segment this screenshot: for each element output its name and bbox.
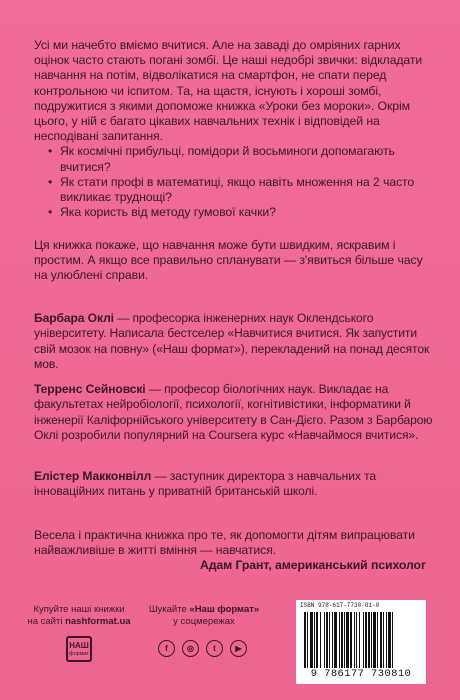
barcode-bar [392,612,393,668]
barcode-bar [388,612,391,668]
barcode-bar [316,612,318,668]
barcode-bar [334,612,337,668]
barcode-bar [332,612,333,668]
barcode-bar [368,612,370,668]
barcode-bar [371,612,372,668]
intro-paragraph: Усі ми начебто вміємо вчитися. Але на заваді до омріяних гарних оцінок часто стають погані зомбі. Це наші недобрі звички: відкладати навчання на потім, відволікатися на смартфон, не спати перед контрольною чи іспитом. Та, на щастя, існують і хороші зомбі, подружитися з якими допоможе книжка «Уроки без мороки». Окрім цього, у ній є багато цікавих навчальних технік і відповідей на несподівані запитання. [34,38,423,144]
barcode-bar [326,612,328,668]
author-description: — заступник директора з навчальних та інноваційних питань у приватній британській школі. [34,469,377,499]
quote-author: Адам Грант, американський психолог [199,558,426,573]
search-line: Шукайте «Наш формат» [148,604,260,615]
site-link[interactable]: nashformat.ua [65,616,131,627]
barcode-bar [356,612,357,668]
twitter-icon[interactable]: t [206,640,223,657]
barcode-bar [324,612,325,668]
author-name: Барбара Оклі [34,311,114,325]
barcode [296,600,426,684]
barcode-bar [344,612,345,668]
barcode-bar [359,612,360,668]
barcode-bar [341,612,343,668]
ean-number: 9 786177 730810 [310,668,412,680]
barcode-bar [329,612,330,668]
barcode-bar [377,612,378,668]
barcode-bar [310,612,313,668]
author-name: Терренс Сейновскі [34,382,146,396]
barcode-bar [339,612,340,668]
publisher-logo: НАШ формат [66,636,92,662]
barcode-bars [304,612,418,668]
facebook-icon[interactable]: f [158,640,175,657]
author-bio-mcconville [34,469,436,500]
barcode-bar [386,612,387,668]
buy-info [14,604,144,628]
barcode-bar [383,612,384,668]
barcode-bar [314,612,315,668]
barcode-bar [354,612,355,668]
buy-line: Купуйте наші книжки [33,604,125,615]
social-icons [158,640,250,658]
author-description: — професорка інженерних наук Оклендського університету. Написала бестселер «Навчитися вчитися. Як запустити свій мозок на повну» («Наш формат»), перекладений на понад десяток мов. [34,311,430,371]
barcode-bar [320,612,321,668]
question-list [48,144,436,220]
barcode-bar [350,612,352,668]
buy-site-line: на сайті nashformat.ua [27,616,131,627]
author-name: Елістер Макконвілл [34,469,152,483]
instagram-icon[interactable]: ◎ [182,640,199,657]
search-line-2: у соцмережах [173,616,235,627]
barcode-bar [307,612,308,668]
barcode-bar [304,612,306,668]
question-item: • Як космічні прибульці, помідори й восьминоги допомагають вчитися? [48,144,436,174]
author-bio-sejnowski [34,382,436,443]
barcode-bar [365,612,367,668]
promo-text: Ця книжка покаже, що навчання може бути швидким, яскравим і простим. А якщо все правильно спланувати — з'явиться більше часу на улюблені справи. [34,238,423,283]
author-description: — професор біологічних наук. Викладає на факультетах нейробіології, психології, когнітивістики, інформатики й інженерії Каліфорнійського університету в Сан-Дієго. Разом з Барбарою Оклі розробили популярний на Coursera курс «Навчаймося вчитися». [34,382,433,442]
isbn-text: ISBN 978-617-7730-81-0 [300,602,380,609]
intro-section [34,38,436,220]
promo-paragraph [34,238,436,284]
question-item: • Як стати профі в математиці, якщо навіть множення на 2 часто викликає труднощі? [48,175,436,205]
question-item: • Яка користь від методу гумової качки? [48,205,436,220]
barcode-bar [346,612,349,668]
barcode-bar [373,612,376,668]
author-bio-oakley [34,311,436,372]
barcode-bar [380,612,382,668]
barcode-bar [363,612,364,668]
youtube-icon[interactable]: ▶ [230,640,247,657]
blurb-quote [34,528,436,574]
social-info [148,604,260,628]
quote-text: Весела і практична книжка про те, як допомогти дітям випрацювати найважливіше в житті вміння — навчатися. [34,528,415,558]
